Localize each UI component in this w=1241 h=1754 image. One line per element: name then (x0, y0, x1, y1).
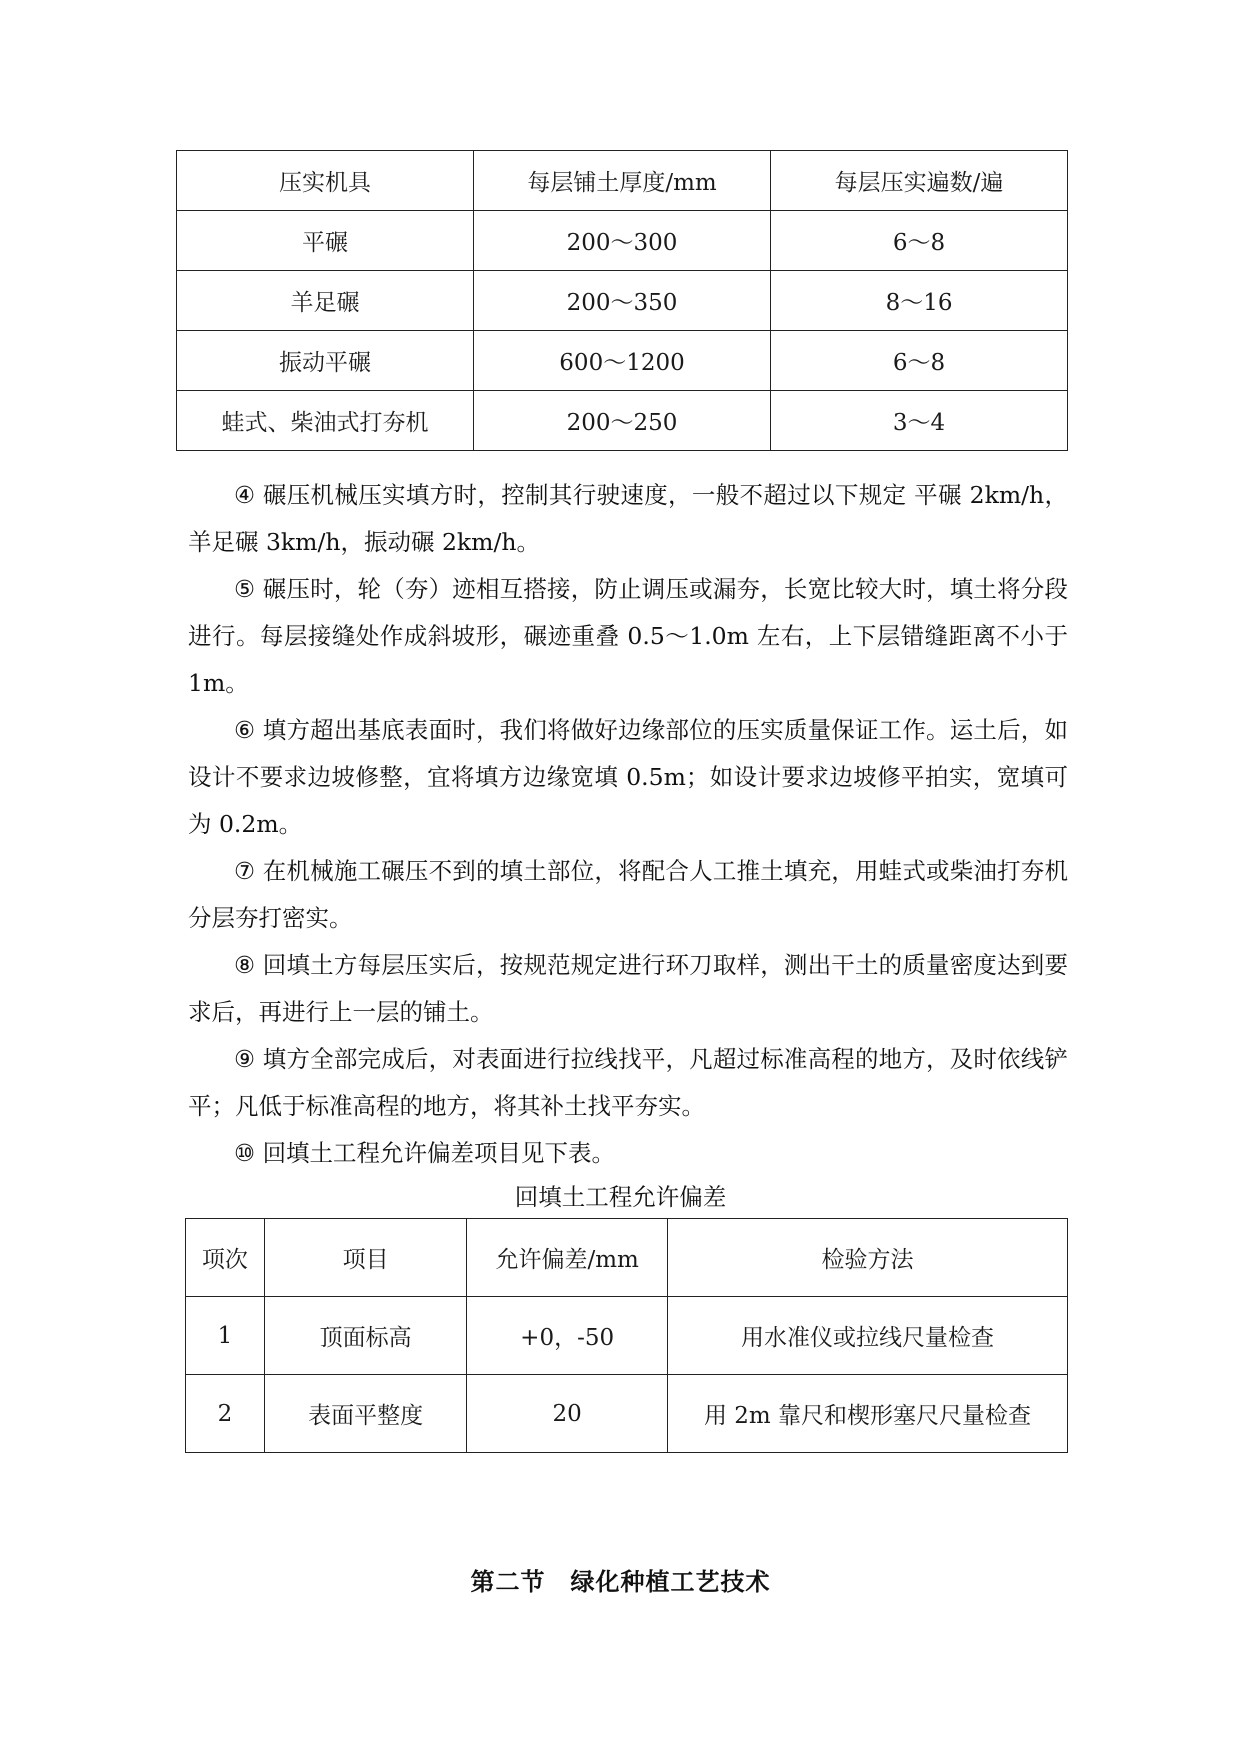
paragraph-number: ⑧ (234, 951, 256, 979)
paragraph-text: 在机械施工碾压不到的填土部位，将配合人工推土填充，用蛙式或柴油打夯机分层夯打密实。 (188, 857, 1068, 932)
paragraph-number: ⑤ (234, 575, 256, 603)
table-header-cell: 检验方法 (668, 1219, 1068, 1297)
paragraph-text: 碾压时，轮（夯）迹相互搭接，防止调压或漏夯，长宽比较大时，填土将分段进行。每层接缝处作成斜坡形，碾迹重叠 0.5～1.0m 左右，上下层错缝距离不小于 1m。 (188, 575, 1068, 697)
table-cell: 3～4 (771, 391, 1068, 451)
table-row (177, 391, 1068, 451)
table-cell: 用 2m 靠尺和楔形塞尺尺量检查 (668, 1375, 1068, 1453)
table-cell: 2 (186, 1375, 265, 1453)
paragraph-number: ④ (234, 481, 256, 509)
table-header-cell: 项次 (186, 1219, 265, 1297)
table-header-cell: 项目 (264, 1219, 466, 1297)
table-row (177, 331, 1068, 391)
table-header-cell: 每层压实遍数/遍 (771, 151, 1068, 211)
table-cell: 用水准仪或拉线尺量检查 (668, 1297, 1068, 1375)
table-cell: 200～250 (473, 391, 770, 451)
table-cell: 振动平碾 (177, 331, 474, 391)
compaction-machinery-table (176, 150, 1068, 451)
paragraph-item-7 (188, 848, 1068, 942)
table-row (186, 1297, 1068, 1375)
table-cell: 600～1200 (473, 331, 770, 391)
paragraph-item-5 (188, 566, 1068, 707)
paragraph-item-10 (188, 1130, 1068, 1177)
table-cell: 6～8 (771, 331, 1068, 391)
paragraph-number: ⑨ (234, 1045, 256, 1073)
paragraph-number: ⑦ (234, 857, 256, 885)
table-header-cell: 压实机具 (177, 151, 474, 211)
table-cell: 1 (186, 1297, 265, 1375)
paragraph-number: ⑩ (234, 1139, 256, 1167)
table-cell: 蛙式、柴油式打夯机 (177, 391, 474, 451)
table-cell: 顶面标高 (264, 1297, 466, 1375)
section-heading: 第二节 绿化种植工艺技术 (470, 1568, 771, 1596)
paragraph-item-8 (188, 942, 1068, 1036)
table-row (177, 271, 1068, 331)
table-caption: 回填土工程允许偏差 (514, 1183, 727, 1211)
table-header-row (186, 1219, 1068, 1297)
table-header-cell: 每层铺土厚度/mm (473, 151, 770, 211)
backfill-tolerance-table (185, 1218, 1068, 1453)
paragraph-text: 填方超出基底表面时，我们将做好边缘部位的压实质量保证工作。运土后，如设计不要求边坡修整，宜将填方边缘宽填 0.5m；如设计要求边坡修平拍实，宽填可为 0.2m。 (188, 716, 1068, 838)
table-cell: 表面平整度 (264, 1375, 466, 1453)
table-cell: 200～300 (473, 211, 770, 271)
table-cell: 平碾 (177, 211, 474, 271)
paragraph-text: 回填土方每层压实后，按规范规定进行环刀取样，测出干土的质量密度达到要求后，再进行上一层的铺土。 (188, 951, 1068, 1026)
paragraph-text: 碾压机械压实填方时，控制其行驶速度，一般不超过以下规定 平碾 2km/h，羊足碾 3km/h，振动碾 2km/h。 (188, 481, 1068, 556)
table-cell: 200～350 (473, 271, 770, 331)
paragraph-item-6 (188, 707, 1068, 848)
table-row (177, 211, 1068, 271)
paragraph-item-4 (188, 472, 1068, 566)
table-cell: 8～16 (771, 271, 1068, 331)
paragraph-number: ⑥ (234, 716, 256, 744)
table-cell: 6～8 (771, 211, 1068, 271)
table-header-cell: 允许偏差/mm (467, 1219, 668, 1297)
table-header-row (177, 151, 1068, 211)
table-cell: 20 (467, 1375, 668, 1453)
paragraph-text: 填方全部完成后，对表面进行拉线找平，凡超过标准高程的地方，及时依线铲平；凡低于标准高程的地方，将其补土找平夯实。 (188, 1045, 1068, 1120)
table-cell: +0，-50 (467, 1297, 668, 1375)
table-cell: 羊足碾 (177, 271, 474, 331)
table-row (186, 1375, 1068, 1453)
paragraph-text: 回填土工程允许偏差项目见下表。 (262, 1139, 616, 1167)
paragraph-item-9 (188, 1036, 1068, 1130)
